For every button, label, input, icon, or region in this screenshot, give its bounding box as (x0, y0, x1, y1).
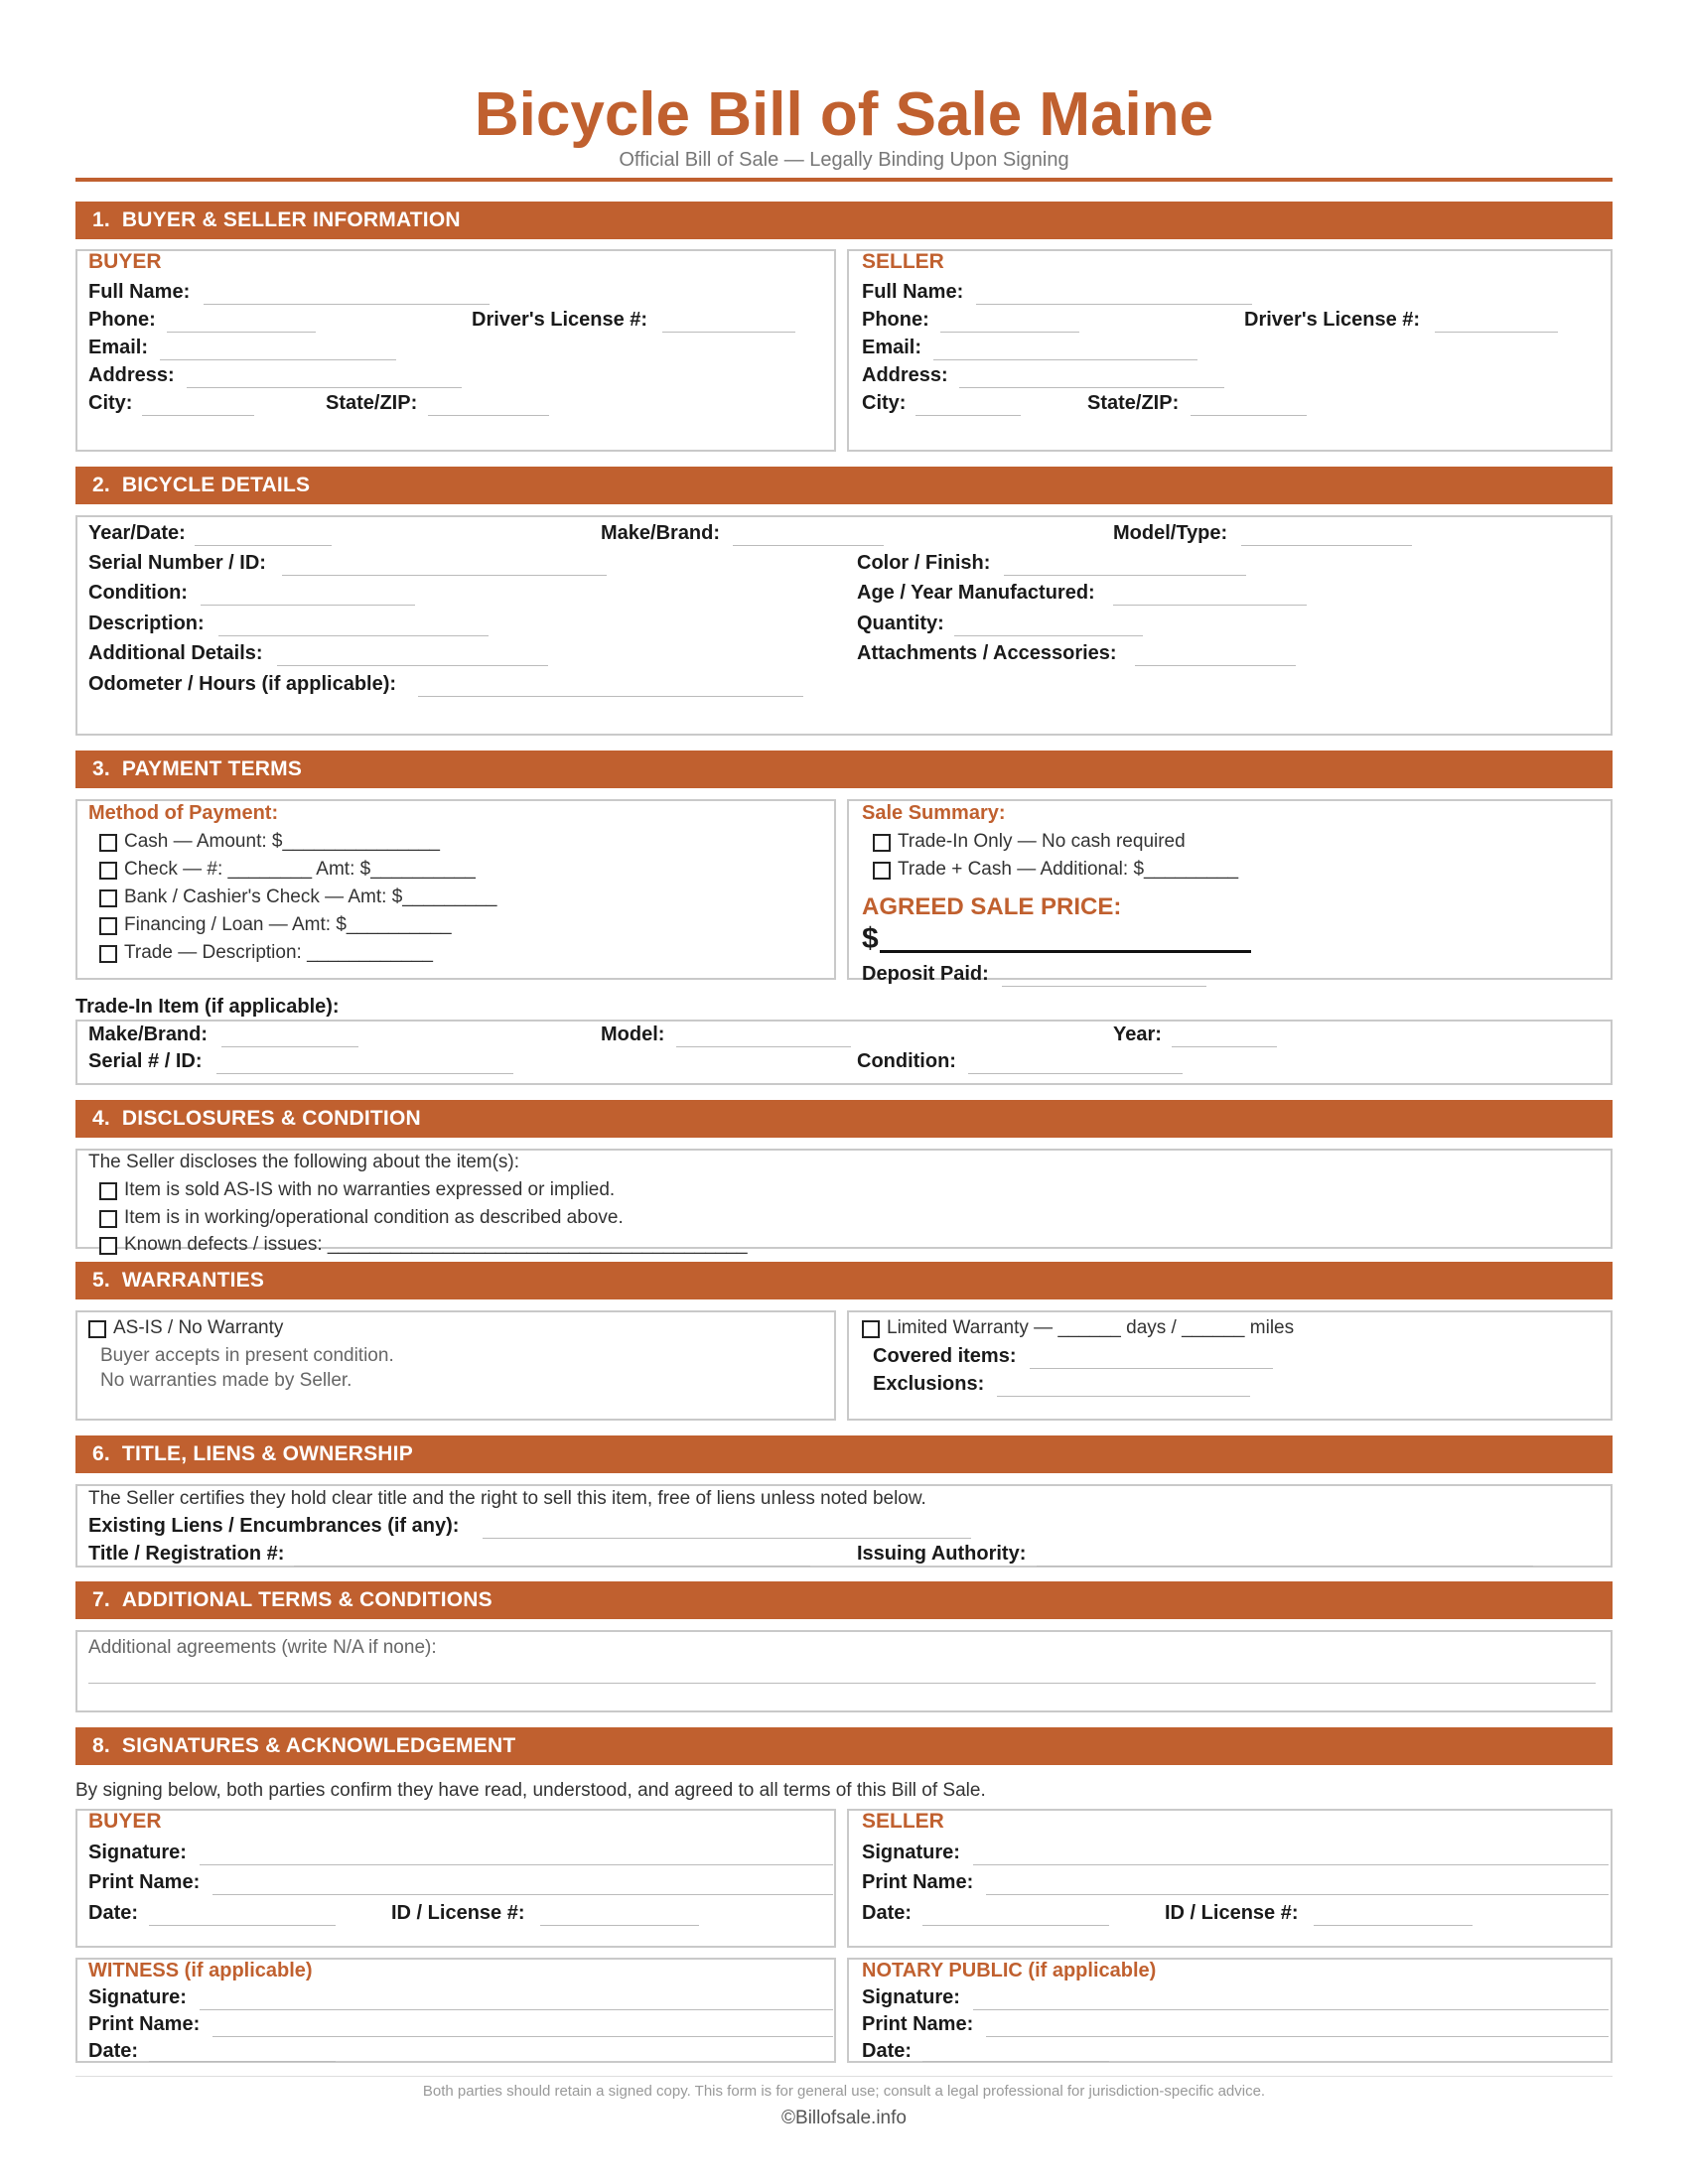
witness-signature-field[interactable] (200, 2009, 833, 2010)
disclosure-defects-label: Known defects / issues: ________________________________________ (124, 1234, 748, 1255)
payment-method-heading: Method of Payment: (88, 802, 279, 824)
payment-trade-checkbox[interactable] (99, 945, 117, 963)
section-header-signatures: 8. SIGNATURES & ACKNOWLEDGEMENT (75, 1727, 1613, 1765)
bike-additional-field[interactable] (277, 665, 548, 666)
bike-model-field[interactable] (1241, 545, 1412, 546)
disclosure-working-checkbox[interactable] (99, 1210, 117, 1228)
seller-date-label: Date: (862, 1902, 913, 1924)
seller-info-box (847, 249, 1613, 452)
trade-in-year-label: Year: (1113, 1024, 1162, 1045)
bike-condition-field[interactable] (201, 605, 415, 606)
notary-date-field[interactable] (922, 2061, 1109, 2062)
witness-date-field[interactable] (149, 2061, 336, 2062)
deposit-paid-label: Deposit Paid: (862, 963, 989, 985)
disclosure-working-label: Item is in working/operational condition as described above. (124, 1207, 624, 1228)
witness-print-name-label: Print Name: (88, 2013, 201, 2035)
bike-quantity-label: Quantity: (857, 613, 944, 634)
witness-heading: WITNESS (if applicable) (88, 1960, 313, 1981)
bike-color-field[interactable] (1004, 575, 1246, 576)
trade-in-model-field[interactable] (676, 1046, 851, 1047)
payment-cash-checkbox[interactable] (99, 834, 117, 852)
payment-cash-label: Cash — Amount: $_______________ (124, 831, 440, 852)
buyer-city-label: City: (88, 392, 133, 414)
notary-print-name-label: Print Name: (862, 2013, 974, 2035)
buyer-phone-field[interactable] (167, 332, 316, 333)
trade-plus-cash-label: Trade + Cash — Additional: $_________ (898, 859, 1239, 880)
trade-in-year-field[interactable] (1172, 1046, 1277, 1047)
trade-in-serial-label: Serial # / ID: (88, 1050, 203, 1072)
buyer-signature-label: Signature: (88, 1842, 187, 1863)
trade-in-condition-field[interactable] (968, 1073, 1183, 1074)
signatures-intro: By signing below, both parties confirm they have read, understood, and agreed to all terms of this Bill of Sale. (75, 1780, 986, 1801)
trade-in-make-field[interactable] (221, 1046, 358, 1047)
buyer-date-field[interactable] (149, 1925, 336, 1926)
trade-in-model-label: Model: (601, 1024, 665, 1045)
buyer-signature-heading: BUYER (88, 1810, 162, 1833)
seller-license-label: Driver's License #: (1244, 309, 1421, 331)
trade-in-serial-field[interactable] (216, 1073, 513, 1074)
agreed-sale-price-field[interactable] (880, 950, 1251, 953)
document-title: Bicycle Bill of Sale Maine (474, 80, 1214, 149)
bike-description-field[interactable] (218, 635, 489, 636)
additional-terms-field[interactable] (88, 1683, 1596, 1684)
footer-divider (75, 2076, 1613, 2077)
section-header-warranties: 5. WARRANTIES (75, 1262, 1613, 1299)
buyer-print-name-label: Print Name: (88, 1871, 201, 1893)
deposit-paid-field[interactable] (1002, 986, 1206, 987)
seller-id-field[interactable] (1314, 1925, 1473, 1926)
bike-odometer-label: Odometer / Hours (if applicable): (88, 673, 397, 695)
buyer-address-field[interactable] (187, 387, 462, 388)
limited-warranty-checkbox[interactable] (862, 1320, 880, 1338)
bike-odometer-field[interactable] (418, 696, 803, 697)
trade-in-only-checkbox[interactable] (873, 834, 891, 852)
disclosure-as-is-label: Item is sold AS-IS with no warranties expressed or implied. (124, 1179, 616, 1200)
registration-label: Title / Registration #: (88, 1543, 285, 1565)
as-is-note-2: No warranties made by Seller. (100, 1370, 352, 1391)
seller-state-zip-field[interactable] (1191, 415, 1307, 416)
witness-signature-label: Signature: (88, 1986, 187, 2008)
trade-in-condition-label: Condition: (857, 1050, 956, 1072)
exclusions-field[interactable] (997, 1396, 1250, 1397)
seller-heading: SELLER (862, 250, 944, 273)
seller-print-name-field[interactable] (986, 1894, 1609, 1895)
exclusions-label: Exclusions: (873, 1373, 985, 1395)
buyer-info-box (75, 249, 836, 452)
seller-phone-field[interactable] (940, 332, 1079, 333)
covered-items-label: Covered items: (873, 1345, 1017, 1367)
as-is-note-1: Buyer accepts in present condition. (100, 1345, 394, 1366)
payment-financing-checkbox[interactable] (99, 917, 117, 935)
buyer-heading: BUYER (88, 250, 162, 273)
bike-description-label: Description: (88, 613, 205, 634)
buyer-city-field[interactable] (142, 415, 254, 416)
issuing-authority-label: Issuing Authority: (857, 1543, 1027, 1565)
seller-date-field[interactable] (922, 1925, 1109, 1926)
seller-phone-label: Phone: (862, 309, 929, 331)
payment-check-checkbox[interactable] (99, 862, 117, 880)
bicycle-details-box (75, 515, 1613, 736)
bike-make-label: Make/Brand: (601, 522, 721, 544)
bike-serial-field[interactable] (282, 575, 607, 576)
section-header-disclosures: 4. DISCLOSURES & CONDITION (75, 1100, 1613, 1138)
seller-signature-heading: SELLER (862, 1810, 944, 1833)
buyer-license-field[interactable] (662, 332, 795, 333)
seller-signature-label: Signature: (862, 1842, 960, 1863)
buyer-email-label: Email: (88, 337, 149, 358)
buyer-address-label: Address: (88, 364, 175, 386)
seller-address-label: Address: (862, 364, 948, 386)
trade-in-box (75, 1020, 1613, 1085)
section-header-payment-terms: 3. PAYMENT TERMS (75, 751, 1613, 788)
liens-field[interactable] (483, 1538, 971, 1539)
witness-print-name-field[interactable] (212, 2036, 833, 2037)
seller-full-name-label: Full Name: (862, 281, 964, 303)
bike-attachments-field[interactable] (1135, 665, 1296, 666)
title-divider (75, 178, 1613, 182)
limited-warranty-label: Limited Warranty — ______ days / ______ miles (887, 1317, 1295, 1338)
section-header-additional-terms: 7. ADDITIONAL TERMS & CONDITIONS (75, 1581, 1613, 1619)
bike-condition-label: Condition: (88, 582, 188, 604)
payment-bank-checkbox[interactable] (99, 889, 117, 907)
disclosure-as-is-checkbox[interactable] (99, 1182, 117, 1200)
notary-heading: NOTARY PUBLIC (if applicable) (862, 1960, 1157, 1981)
bike-make-field[interactable] (733, 545, 884, 546)
buyer-id-field[interactable] (540, 1925, 699, 1926)
footer-copyright: ©Billofsale.info (781, 2108, 907, 2128)
seller-city-field[interactable] (915, 415, 1021, 416)
footer-note: Both parties should retain a signed copy. This form is for general use; consult a legal professional for jurisdiction-specific advice. (422, 2083, 1266, 2100)
bike-year-field[interactable] (195, 545, 332, 546)
buyer-license-label: Driver's License #: (472, 309, 648, 331)
title-liens-intro: The Seller certifies they hold clear title and the right to sell this item, free of liens unless noted below. (88, 1488, 926, 1509)
trade-in-only-label: Trade-In Only — No cash required (898, 831, 1186, 852)
bike-model-label: Model/Type: (1113, 522, 1228, 544)
payment-trade-label: Trade — Description: ____________ (124, 942, 433, 963)
as-is-warranty-label: AS-IS / No Warranty (113, 1317, 284, 1338)
bike-quantity-field[interactable] (954, 635, 1143, 636)
buyer-full-name-field[interactable] (204, 304, 490, 305)
buyer-date-label: Date: (88, 1902, 139, 1924)
buyer-full-name-label: Full Name: (88, 281, 191, 303)
payment-check-label: Check — #: ________ Amt: $__________ (124, 859, 476, 880)
seller-email-label: Email: (862, 337, 922, 358)
seller-address-field[interactable] (959, 387, 1224, 388)
as-is-warranty-checkbox[interactable] (88, 1320, 106, 1338)
document-subtitle: Official Bill of Sale — Legally Binding Upon Signing (619, 149, 1069, 171)
seller-print-name-label: Print Name: (862, 1871, 974, 1893)
agreed-sale-price-dollar: $ (862, 922, 879, 955)
covered-items-field[interactable] (1030, 1368, 1273, 1369)
seller-signature-field[interactable] (973, 1864, 1609, 1865)
seller-state-zip-label: State/ZIP: (1087, 392, 1180, 414)
payment-financing-label: Financing / Loan — Amt: $__________ (124, 914, 452, 935)
trade-plus-cash-checkbox[interactable] (873, 862, 891, 880)
notary-date-label: Date: (862, 2040, 913, 2062)
disclosure-defects-checkbox[interactable] (99, 1237, 117, 1255)
payment-bank-label: Bank / Cashier's Check — Amt: $_________ (124, 887, 497, 907)
section-header-bicycle-details: 2. BICYCLE DETAILS (75, 467, 1613, 504)
disclosures-intro: The Seller discloses the following about the item(s): (88, 1152, 520, 1172)
notary-signature-label: Signature: (862, 1986, 960, 2008)
section-header-buyer-seller: 1. BUYER & SELLER INFORMATION (75, 202, 1613, 239)
seller-city-label: City: (862, 392, 907, 414)
bike-year-label: Year/Date: (88, 522, 186, 544)
sale-summary-heading: Sale Summary: (862, 802, 1006, 824)
seller-license-field[interactable] (1435, 332, 1558, 333)
issuing-authority-field[interactable] (1037, 1566, 1533, 1567)
registration-field[interactable] (294, 1566, 810, 1567)
trade-in-heading: Trade-In Item (if applicable): (75, 996, 340, 1018)
seller-email-field[interactable] (933, 359, 1197, 360)
bike-serial-label: Serial Number / ID: (88, 552, 266, 574)
trade-in-make-label: Make/Brand: (88, 1024, 209, 1045)
buyer-signature-field[interactable] (200, 1864, 833, 1865)
buyer-id-label: ID / License #: (391, 1902, 525, 1924)
bike-age-field[interactable] (1113, 605, 1307, 606)
bike-color-label: Color / Finish: (857, 552, 991, 574)
buyer-email-field[interactable] (160, 359, 396, 360)
notary-print-name-field[interactable] (986, 2036, 1609, 2037)
seller-id-label: ID / License #: (1165, 1902, 1299, 1924)
bike-additional-label: Additional Details: (88, 642, 263, 664)
bike-age-label: Age / Year Manufactured: (857, 582, 1095, 604)
agreed-sale-price-label: AGREED SALE PRICE: (862, 893, 1122, 920)
buyer-state-zip-field[interactable] (428, 415, 549, 416)
section-header-title-liens: 6. TITLE, LIENS & OWNERSHIP (75, 1435, 1613, 1473)
witness-date-label: Date: (88, 2040, 139, 2062)
seller-full-name-field[interactable] (976, 304, 1252, 305)
buyer-print-name-field[interactable] (212, 1894, 833, 1895)
notary-signature-field[interactable] (973, 2009, 1609, 2010)
buyer-state-zip-label: State/ZIP: (326, 392, 418, 414)
liens-label: Existing Liens / Encumbrances (if any): (88, 1515, 460, 1537)
bike-attachments-label: Attachments / Accessories: (857, 642, 1117, 664)
additional-terms-prompt: Additional agreements (write N/A if none): (88, 1637, 437, 1658)
buyer-phone-label: Phone: (88, 309, 156, 331)
